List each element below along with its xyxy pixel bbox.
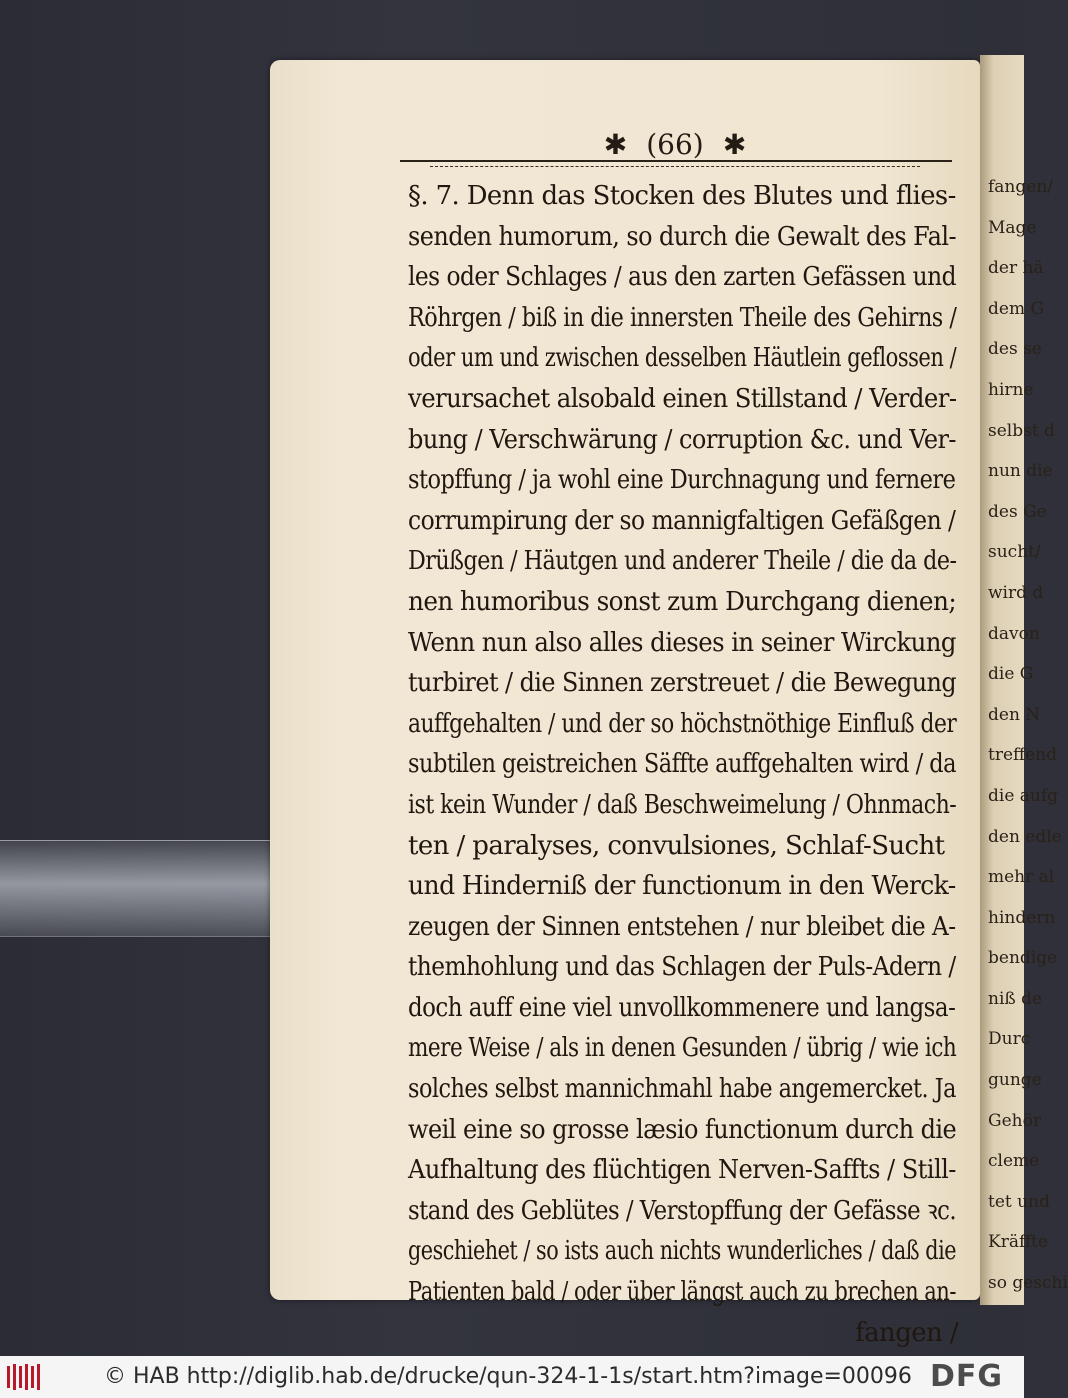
ornament-right-icon: ✱ — [722, 128, 747, 161]
facing-page-line: der hä — [988, 258, 1044, 279]
page-header — [400, 125, 950, 171]
text-line: §. 7. Denn das Stocken des Blutes und flies- — [408, 181, 956, 211]
header-rule-dashed — [430, 166, 920, 167]
facing-page-text — [980, 55, 1068, 1304]
text-line: solches selbst mannichmahl habe angemercket. Ja — [408, 1074, 956, 1105]
facing-page-line: wird d — [988, 582, 1044, 603]
text-line: ist kein Wunder / daß Beschweimelung / Ohnmach- — [408, 789, 957, 820]
text-line: oder um und zwischen desselben Häutlein geflossen / — [408, 343, 957, 374]
facing-page-line: Gehör — [988, 1110, 1041, 1131]
dfg-logo: DFG — [930, 1359, 1004, 1394]
page-number: (66) — [646, 128, 704, 161]
facing-page-line: die aufg — [988, 785, 1059, 806]
text-line: zeugen der Sinnen entstehen / nur bleibet die A- — [408, 911, 956, 942]
facing-page-line: selbst d — [988, 420, 1055, 441]
facing-page-line: sucht/ — [988, 542, 1041, 563]
facing-page-edge — [980, 55, 1068, 1305]
text-line: bung / Verschwärung / corruption &c. und Ver- — [408, 424, 956, 455]
facing-page-line: den edle — [988, 826, 1062, 847]
hab-logo-icon — [6, 1362, 44, 1392]
facing-page-line: fangen/ — [988, 177, 1053, 197]
page-body-text — [408, 176, 958, 1353]
text-line: geschiehet / so ists auch nichts wunderliches / daß die — [408, 1236, 957, 1267]
header-rule — [400, 160, 952, 162]
facing-page-line: niß de — [988, 988, 1043, 1009]
text-line: Wenn nun also alles dieses in seiner Wirckung — [408, 627, 956, 658]
text-line: auffgehalten / und der so höchstnöthige Einfluß der — [408, 708, 957, 739]
facing-page-line: Mage — [988, 217, 1037, 238]
facing-page-line: gunge — [988, 1070, 1042, 1091]
text-line: subtilen geistreichen Säffte auffgehalten wird / da — [408, 749, 956, 780]
text-line: turbiret / die Sinnen zerstreuet / die Bewegung — [408, 668, 957, 699]
facing-page-line: cleme — [988, 1151, 1040, 1172]
facing-page-line: nun die — [988, 461, 1053, 482]
facing-page-line: bendige — [988, 948, 1058, 969]
text-line: ten / paralyses, convulsiones, Schlaf-Sucht — [408, 830, 945, 861]
text-line: corrumpirung der so mannigfaltigen Gefäßgen / — [408, 505, 956, 536]
facing-page-line: treffend — [988, 745, 1057, 766]
facing-page-line: den N — [988, 704, 1041, 725]
text-line: mere Weise / als in denen Gesunden / übrig / wie ich — [408, 1033, 957, 1064]
text-line: verursachet alsobald einen Stillstand / Verder- — [408, 383, 957, 414]
text-line: doch auff eine viel unvollkommenere und langsa- — [408, 992, 956, 1023]
facing-page-line: davon — [988, 623, 1040, 644]
facing-page-line: Durc — [988, 1029, 1031, 1050]
text-line: Patienten bald / oder über längst auch zu brechen an- — [408, 1277, 956, 1308]
facing-page-line: dem G — [988, 298, 1045, 319]
facing-page-line: die G — [988, 664, 1034, 685]
footer-bar — [0, 1356, 1024, 1398]
text-line: stand des Geblütes / Verstopffung der Gefässe ꝛc. — [408, 1195, 957, 1226]
text-line: themhohlung und das Schlagen der Puls-Adern / — [408, 952, 956, 983]
text-line: stopffung / ja wohl eine Durchnagung und fernere — [408, 465, 956, 496]
catchword: fangen / — [855, 1317, 958, 1348]
text-line: Drüßgen / Häutgen und anderer Theile / die da de- — [408, 546, 957, 577]
text-line: weil eine so grosse læsio functionum durch die — [408, 1114, 957, 1145]
text-line: senden humorum, so durch die Gewalt des Fal- — [408, 221, 956, 252]
text-line: les oder Schlages / aus den zarten Gefässen und — [408, 262, 957, 293]
text-line: nen humoribus sonst zum Durchgang dienen; — [408, 586, 957, 617]
facing-page-line: des Ge — [988, 501, 1047, 522]
facing-page-line: mehr al — [988, 867, 1055, 888]
facing-page-line: hindern — [988, 907, 1056, 928]
facing-page-line: hirne — [988, 379, 1034, 400]
copyright-url[interactable]: © HAB http://diglib.hab.de/drucke/qun-324-1-1s/start.htm?image=00096 — [104, 1364, 912, 1389]
text-line: Röhrgen / biß in die innersten Theile des Gehirns / — [408, 302, 957, 333]
facing-page-line: Kräffte — [988, 1232, 1048, 1253]
facing-page-line: des se — [988, 339, 1042, 360]
text-line: Aufhaltung des flüchtigen Nerven-Saffts / Still- — [408, 1155, 956, 1186]
facing-page-line: tet und — [988, 1191, 1050, 1212]
facing-page-line: so geschi — [988, 1273, 1068, 1294]
ornament-left-icon: ✱ — [603, 128, 628, 161]
text-line: und Hinderniß der functionum in den Werck- — [408, 871, 956, 902]
